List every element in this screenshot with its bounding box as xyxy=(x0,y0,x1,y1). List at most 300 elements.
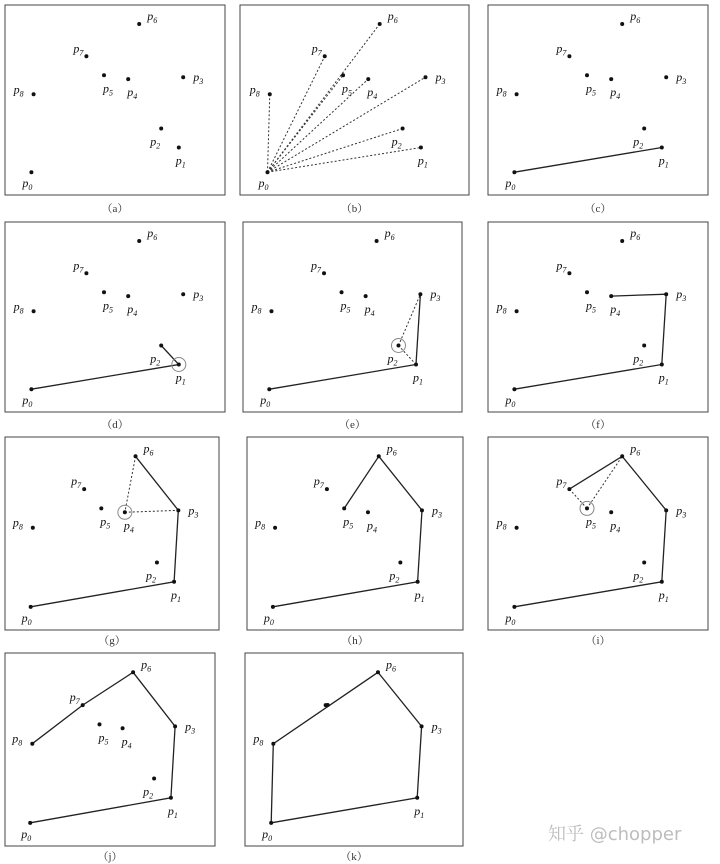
point-p4 xyxy=(366,77,370,81)
label-p4: $p_4$ xyxy=(367,85,378,102)
point-p5 xyxy=(585,290,589,294)
label-p1: $p_1$ xyxy=(414,587,425,604)
panel-frame xyxy=(5,653,215,846)
point-p8 xyxy=(269,309,273,313)
point-p8 xyxy=(273,526,277,530)
panels-group xyxy=(5,5,708,863)
label-p1: $p_1$ xyxy=(414,803,425,820)
label-p2: $p_2$ xyxy=(150,351,161,368)
label-p7: $p_7$ xyxy=(556,474,567,491)
point-p6 xyxy=(378,22,382,26)
label-p0: $p_0$ xyxy=(21,610,32,627)
label-subscript: 5 xyxy=(106,521,111,531)
label-p7: $p_7$ xyxy=(73,258,84,275)
point-p1 xyxy=(177,146,181,150)
label-p3: $p_3$ xyxy=(430,287,441,304)
point-p0 xyxy=(512,605,516,609)
point-p0 xyxy=(28,821,32,825)
label-subscript: 1 xyxy=(420,810,425,820)
point-p4 xyxy=(126,77,130,81)
point-p1 xyxy=(177,363,181,367)
label-p2: $p_2$ xyxy=(633,134,644,151)
label-p1: $p_1$ xyxy=(658,370,669,387)
label-p1: $p_1$ xyxy=(413,370,424,387)
label-subscript: 7 xyxy=(75,697,80,707)
point-p4 xyxy=(123,510,127,514)
panel-k xyxy=(245,653,463,863)
label-p3: $p_3$ xyxy=(435,70,446,87)
label-subscript: 3 xyxy=(437,726,442,736)
label-subscript: 7 xyxy=(79,265,84,275)
point-p3 xyxy=(418,292,422,296)
point-p0 xyxy=(269,821,273,825)
point-p5 xyxy=(102,290,106,294)
point-p7 xyxy=(323,54,327,58)
point-p0 xyxy=(267,387,271,391)
label-p4: $p_4$ xyxy=(121,734,132,751)
label-subscript: 6 xyxy=(391,664,396,674)
label-p7: $p_7$ xyxy=(311,41,322,58)
label-subscript: 1 xyxy=(420,594,425,604)
label-p6: $p_6$ xyxy=(387,9,398,25)
point-p6 xyxy=(620,239,624,243)
label-p2: $p_2$ xyxy=(389,568,400,585)
panel-e xyxy=(243,222,462,431)
label-subscript: 4 xyxy=(373,92,378,102)
point-p0 xyxy=(29,605,33,609)
point-p8 xyxy=(515,92,519,96)
label-subscript: 2 xyxy=(156,141,161,151)
panel-i xyxy=(488,437,708,647)
label-p6: $p_6$ xyxy=(141,657,152,674)
label-subscript: 0 xyxy=(28,183,33,193)
label-subscript: 0 xyxy=(269,617,274,627)
point-p7 xyxy=(84,54,88,58)
panel-h xyxy=(247,437,463,647)
point-p1 xyxy=(660,363,664,367)
label-subscript: 3 xyxy=(682,510,687,520)
label-p7: $p_7$ xyxy=(73,41,84,58)
label-p1: $p_1$ xyxy=(658,153,669,170)
label-p0: $p_0$ xyxy=(22,393,33,410)
label-p7: $p_7$ xyxy=(69,690,80,707)
point-p5 xyxy=(585,73,589,77)
label-subscript: 2 xyxy=(397,141,402,151)
label-subscript: 5 xyxy=(592,88,596,98)
point-p1 xyxy=(414,363,418,367)
label-p2: $p_2$ xyxy=(633,351,644,368)
point-p5 xyxy=(340,290,344,294)
label-p6: $p_6$ xyxy=(384,226,395,242)
label-p8: $p_8$ xyxy=(253,731,264,748)
label-p4: $p_4$ xyxy=(127,85,138,102)
label-subscript: 8 xyxy=(19,89,24,99)
point-p5 xyxy=(99,506,103,510)
label-p8: $p_8$ xyxy=(13,299,24,316)
label-subscript: 0 xyxy=(27,617,32,627)
panel-f xyxy=(488,222,708,431)
panel-caption: （e） xyxy=(339,419,366,431)
label-subscript: 0 xyxy=(264,183,269,193)
panel-frame xyxy=(488,222,708,412)
point-p2 xyxy=(159,127,163,131)
point-p6 xyxy=(134,454,138,458)
label-p4: $p_4$ xyxy=(127,302,138,319)
label-subscript: 3 xyxy=(437,510,442,520)
label-p0: $p_0$ xyxy=(505,176,516,193)
label-subscript: 3 xyxy=(682,77,687,87)
label-p6: $p_6$ xyxy=(630,9,641,25)
panel-caption: （a） xyxy=(101,203,129,215)
point-p6 xyxy=(620,22,624,26)
label-p0: $p_0$ xyxy=(262,826,273,843)
label-p7: $p_7$ xyxy=(313,474,324,491)
panel-c xyxy=(488,5,708,215)
label-p0: $p_0$ xyxy=(505,393,516,410)
panel-caption: （j） xyxy=(97,851,123,863)
label-p8: $p_8$ xyxy=(255,515,266,532)
label-subscript: 0 xyxy=(511,183,516,193)
label-p1: $p_1$ xyxy=(417,153,428,170)
label-subscript: 4 xyxy=(370,309,375,319)
label-subscript: 2 xyxy=(395,575,400,585)
label-subscript: 6 xyxy=(390,233,395,242)
label-p1: $p_1$ xyxy=(171,587,182,604)
point-p3 xyxy=(420,508,424,512)
label-p5: $p_5$ xyxy=(343,514,354,531)
label-p0: $p_0$ xyxy=(22,176,33,193)
label-p5: $p_5$ xyxy=(586,298,596,315)
label-subscript: 2 xyxy=(156,358,161,368)
panel-frame xyxy=(5,5,225,195)
label-subscript: 3 xyxy=(436,294,441,304)
label-p1: $p_1$ xyxy=(175,153,186,170)
point-p2 xyxy=(401,127,405,131)
label-p4: $p_4$ xyxy=(610,302,621,319)
label-subscript: 4 xyxy=(616,92,621,102)
point-p4 xyxy=(121,726,125,730)
point-p8 xyxy=(515,526,519,530)
point-p1 xyxy=(660,580,664,584)
panel-b xyxy=(240,5,469,215)
label-p2: $p_2$ xyxy=(633,568,644,585)
panel-caption: （k） xyxy=(340,851,368,863)
point-p3 xyxy=(181,292,185,296)
point-p2 xyxy=(152,776,156,780)
label-subscript: 0 xyxy=(268,833,273,843)
panel-d xyxy=(5,222,225,431)
panel-caption: （b） xyxy=(340,203,369,215)
label-subscript: 5 xyxy=(348,88,353,98)
label-p8: $p_8$ xyxy=(12,731,23,748)
label-p5: $p_5$ xyxy=(100,514,111,531)
label-p8: $p_8$ xyxy=(496,515,507,532)
point-p2 xyxy=(642,127,646,131)
label-subscript: 5 xyxy=(109,88,113,98)
label-subscript: 2 xyxy=(151,575,156,585)
point-p0 xyxy=(271,605,275,609)
label-subscript: 3 xyxy=(682,294,687,304)
point-p6 xyxy=(377,454,381,458)
label-subscript: 1 xyxy=(173,810,178,820)
point-p5 xyxy=(102,73,106,77)
point-p7 xyxy=(567,271,571,275)
label-p3: $p_3$ xyxy=(431,719,442,736)
point-p7 xyxy=(567,54,571,58)
point-p5 xyxy=(341,73,345,77)
label-p4: $p_4$ xyxy=(366,518,377,535)
label-subscript: 6 xyxy=(636,16,641,25)
point-p4 xyxy=(366,510,370,514)
label-p3: $p_3$ xyxy=(185,719,196,736)
label-p3: $p_3$ xyxy=(188,503,199,520)
label-subscript: 6 xyxy=(392,448,397,458)
point-p6 xyxy=(137,22,141,26)
point-p6 xyxy=(137,239,141,243)
point-p6 xyxy=(375,239,379,243)
label-subscript: 7 xyxy=(317,48,322,58)
label-subscript: 5 xyxy=(592,521,596,531)
label-p4: $p_4$ xyxy=(610,85,621,102)
label-subscript: 7 xyxy=(562,481,567,491)
point-p1 xyxy=(415,796,419,800)
point-p1 xyxy=(416,580,420,584)
label-subscript: 8 xyxy=(261,522,266,532)
point-p7 xyxy=(84,271,88,275)
point-p7 xyxy=(567,487,571,491)
label-p2: $p_2$ xyxy=(387,351,398,368)
point-p0 xyxy=(512,387,516,391)
label-subscript: 6 xyxy=(153,233,158,242)
panel-frame xyxy=(247,437,463,630)
point-p0 xyxy=(29,387,33,391)
label-subscript: 4 xyxy=(127,741,132,751)
label-subscript: 6 xyxy=(393,16,398,25)
label-p6: $p_6$ xyxy=(630,441,641,458)
point-p7 xyxy=(82,487,86,491)
point-p3 xyxy=(173,724,177,728)
label-p5: $p_5$ xyxy=(342,81,353,98)
point-p2 xyxy=(642,344,646,348)
point-p4 xyxy=(126,294,130,298)
point-p4 xyxy=(609,77,613,81)
label-p0: $p_0$ xyxy=(258,176,269,193)
label-p5: $p_5$ xyxy=(98,730,109,747)
point-p3 xyxy=(664,75,668,79)
label-subscript: 0 xyxy=(27,833,32,843)
label-p1: $p_1$ xyxy=(658,587,669,604)
label-subscript: 8 xyxy=(502,89,507,99)
label-subscript: 6 xyxy=(147,664,152,674)
label-subscript: 0 xyxy=(511,617,516,627)
point-p6 xyxy=(620,454,624,458)
point-p1 xyxy=(419,146,423,150)
label-p5: $p_5$ xyxy=(586,514,596,531)
label-p5: $p_5$ xyxy=(340,298,351,315)
label-p3: $p_3$ xyxy=(431,503,442,520)
point-p0 xyxy=(265,170,269,174)
label-subscript: 2 xyxy=(639,575,644,585)
point-p3 xyxy=(664,292,668,296)
label-subscript: 5 xyxy=(349,521,354,531)
label-subscript: 8 xyxy=(502,522,507,532)
label-subscript: 4 xyxy=(616,309,621,319)
label-p5: $p_5$ xyxy=(103,298,113,315)
label-p8: $p_8$ xyxy=(12,515,23,532)
label-subscript: 4 xyxy=(129,525,134,535)
label-p2: $p_2$ xyxy=(391,134,402,151)
label-p7: $p_7$ xyxy=(556,258,567,275)
label-p6: $p_6$ xyxy=(143,441,154,458)
label-subscript: 0 xyxy=(511,400,516,410)
point-p8 xyxy=(271,742,275,746)
point-p8 xyxy=(30,742,34,746)
panel-caption: （i） xyxy=(585,635,611,647)
label-subscript: 1 xyxy=(664,160,669,170)
label-subscript: 4 xyxy=(616,525,621,535)
point-p8 xyxy=(32,92,36,96)
label-p4: $p_4$ xyxy=(610,518,621,535)
point-p4 xyxy=(609,510,613,514)
point-p0 xyxy=(29,170,33,174)
label-subscript: 8 xyxy=(255,89,260,99)
point-p1 xyxy=(172,580,176,584)
panel-caption: （d） xyxy=(101,419,129,431)
label-subscript: 4 xyxy=(133,92,138,102)
point-p8 xyxy=(268,92,272,96)
label-p8: $p_8$ xyxy=(249,82,260,99)
label-subscript: 0 xyxy=(28,400,33,410)
label-subscript: 1 xyxy=(177,594,182,604)
label-subscript: 3 xyxy=(199,77,204,87)
label-subscript: 2 xyxy=(639,141,644,151)
point-p2 xyxy=(398,560,402,564)
label-subscript: 2 xyxy=(149,791,154,801)
label-p1: $p_1$ xyxy=(167,803,178,820)
label-subscript: 8 xyxy=(259,738,264,748)
watermark-text: 知乎 @chopper xyxy=(548,824,682,845)
label-subscript: 6 xyxy=(636,448,641,458)
label-p3: $p_3$ xyxy=(193,70,204,87)
point-p1 xyxy=(169,796,173,800)
point-p7 xyxy=(81,703,85,707)
point-p4 xyxy=(609,294,613,298)
point-p7 xyxy=(325,487,329,491)
point-p3 xyxy=(181,75,185,79)
label-p6: $p_6$ xyxy=(386,441,397,458)
label-subscript: 2 xyxy=(393,358,398,368)
label-subscript: 3 xyxy=(441,77,446,87)
panel-g xyxy=(5,437,219,647)
panel-caption: （h） xyxy=(341,635,369,647)
label-p2: $p_2$ xyxy=(143,784,154,801)
label-p3: $p_3$ xyxy=(676,287,687,304)
label-p8: $p_8$ xyxy=(496,299,507,316)
label-p7: $p_7$ xyxy=(311,258,322,275)
point-p8 xyxy=(515,309,519,313)
panel-frame xyxy=(5,437,219,630)
label-subscript: 7 xyxy=(77,481,82,491)
label-p5: $p_5$ xyxy=(103,81,113,98)
point-p3 xyxy=(664,508,668,512)
label-p6: $p_6$ xyxy=(385,657,396,674)
label-subscript: 5 xyxy=(592,305,596,315)
label-subscript: 8 xyxy=(19,306,24,316)
point-p8 xyxy=(31,526,35,530)
label-subscript: 8 xyxy=(257,306,262,316)
label-subscript: 1 xyxy=(664,377,669,387)
label-subscript: 8 xyxy=(18,738,23,748)
label-subscript: 8 xyxy=(502,306,507,316)
label-p3: $p_3$ xyxy=(676,503,687,520)
label-p3: $p_3$ xyxy=(193,287,204,304)
label-p2: $p_2$ xyxy=(150,134,161,151)
panel-caption: （c） xyxy=(584,203,612,215)
label-p2: $p_2$ xyxy=(145,568,156,585)
panel-frame xyxy=(5,222,225,412)
label-p5: $p_5$ xyxy=(586,81,596,98)
label-subscript: 7 xyxy=(317,265,322,275)
label-subscript: 6 xyxy=(636,233,641,242)
label-subscript: 3 xyxy=(194,510,199,520)
label-p8: $p_8$ xyxy=(251,299,262,316)
point-p3 xyxy=(423,75,427,79)
label-p0: $p_0$ xyxy=(260,393,271,410)
point-p4 xyxy=(364,294,368,298)
label-subscript: 6 xyxy=(153,16,158,25)
label-subscript: 5 xyxy=(104,737,109,747)
point-p5 xyxy=(98,722,102,726)
label-subscript: 3 xyxy=(199,294,204,304)
panel-caption: （f） xyxy=(585,419,611,431)
label-subscript: 6 xyxy=(149,448,154,458)
label-p3: $p_3$ xyxy=(676,70,687,87)
label-p8: $p_8$ xyxy=(13,82,24,99)
label-p8: $p_8$ xyxy=(496,82,507,99)
label-subscript: 1 xyxy=(664,594,669,604)
panel-caption: （g） xyxy=(98,635,126,647)
label-subscript: 5 xyxy=(109,305,113,315)
point-p1 xyxy=(660,146,664,150)
point-p2 xyxy=(155,560,159,564)
label-p0: $p_0$ xyxy=(21,826,32,843)
point-p5 xyxy=(585,506,589,510)
point-p7 xyxy=(324,703,328,707)
label-p1: $p_1$ xyxy=(175,370,186,387)
label-p6: $p_6$ xyxy=(630,226,641,242)
label-subscript: 2 xyxy=(639,358,644,368)
point-p2 xyxy=(642,560,646,564)
point-p5 xyxy=(342,506,346,510)
label-subscript: 7 xyxy=(562,265,567,275)
label-subscript: 1 xyxy=(423,160,428,170)
point-p3 xyxy=(176,508,180,512)
point-p2 xyxy=(396,344,400,348)
point-p0 xyxy=(512,170,516,174)
label-p0: $p_0$ xyxy=(263,610,274,627)
point-p8 xyxy=(32,309,36,313)
point-p3 xyxy=(420,724,424,728)
label-subscript: 3 xyxy=(191,726,196,736)
label-subscript: 0 xyxy=(266,400,271,410)
label-p4: $p_4$ xyxy=(123,518,134,535)
label-subscript: 4 xyxy=(372,525,377,535)
label-subscript: 1 xyxy=(419,377,424,387)
label-p0: $p_0$ xyxy=(505,610,516,627)
panel-frame xyxy=(245,653,463,846)
panel-frame xyxy=(243,222,462,412)
label-p7: $p_7$ xyxy=(556,41,567,58)
